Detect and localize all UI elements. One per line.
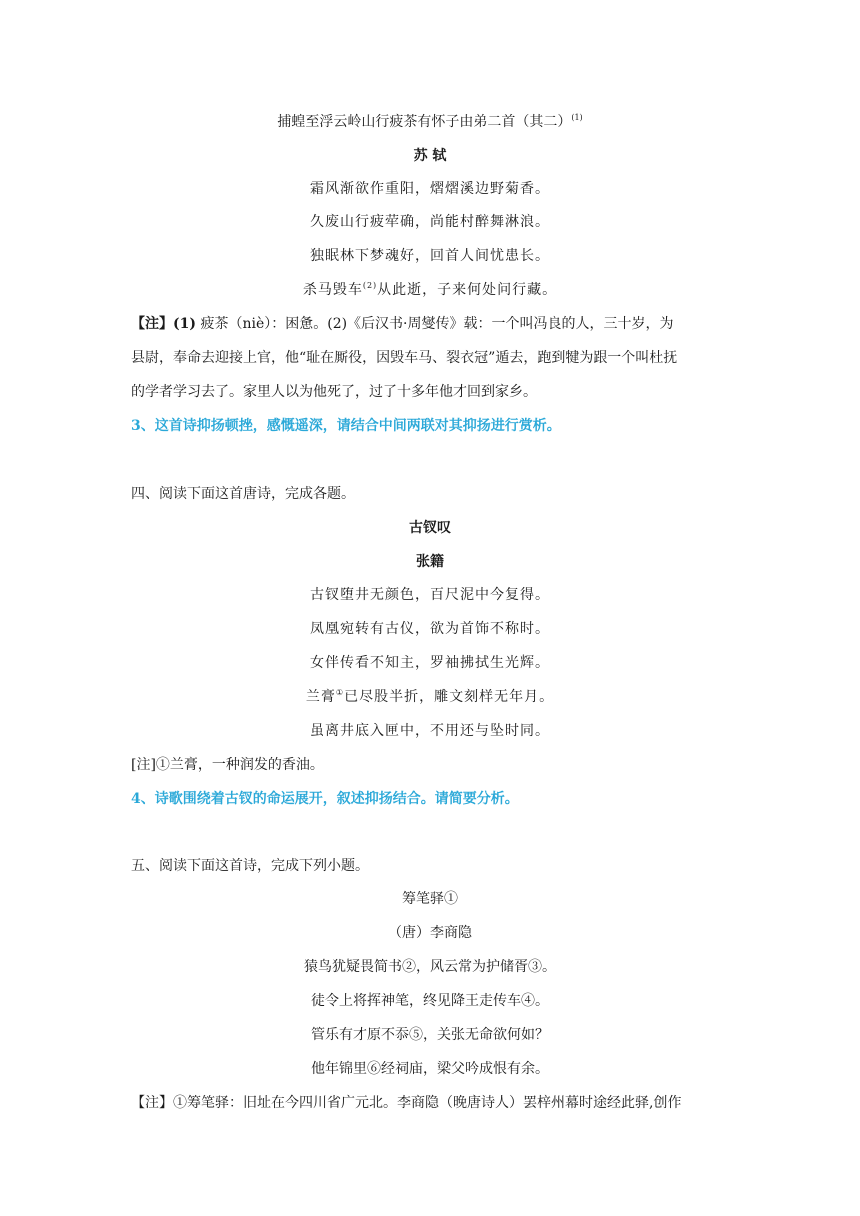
section5-line-2: 徒令上将挥神笔，终见降王走传车④。 [311, 993, 549, 1009]
poem1-line-2: 久废山行疲荦确，尚能村醉舞淋浪。 [310, 214, 550, 230]
poem1-line-4 [0, 280, 860, 300]
poem1-title [0, 112, 860, 132]
poem1-line-1: 霜风渐欲作重阳，熠熠溪边野菊香。 [310, 181, 550, 197]
section4-line-4-footnote: ① [335, 688, 345, 697]
poem1-line-3: 独眠林下梦魂好，回首人间忧患长。 [310, 248, 550, 264]
section5-line-4: 他年锦里⑥经祠庙，梁父吟成恨有余。 [311, 1061, 549, 1077]
poem1-note-line-3: 的学者学习去了。家里人以为他死了，过了十多年他才回到家乡。 [131, 384, 537, 400]
poem1-author: 苏 轼 [413, 148, 447, 164]
poem1-note-prefix: 【注】(1) [131, 316, 196, 332]
section5-line-1: 猿鸟犹疑畏简书②，风云常为护储胥③。 [304, 959, 556, 975]
section4-line-4 [0, 687, 860, 707]
poem1-title-text: 捕蝗至浮云岭山行疲茶有怀子由弟二首（其二） [277, 114, 572, 130]
section4-line-4-part-a: 兰膏 [305, 689, 336, 705]
section4-heading: 四、阅读下面这首唐诗，完成各题。 [131, 486, 355, 502]
poem1-line-4-part-a: 杀马毁车 [302, 282, 363, 298]
poem1-note-text-1: 疲茶（niè）：困惫。(2)《后汉书·周燮传》载：一个叫冯良的人，三十岁，为 [196, 316, 674, 332]
section5-author: （唐）李商隐 [388, 925, 472, 941]
section4-line-3: 女伴传看不知主，罗袖拂拭生光辉。 [310, 655, 550, 671]
section4-line-2: 凤凰宛转有古仪，欲为首饰不称时。 [310, 621, 550, 637]
section5-heading: 五、阅读下面这首诗，完成下列小题。 [131, 858, 369, 874]
question-4: 4、诗歌围绕着古钗的命运展开，叙述抑扬结合。请简要分析。 [131, 791, 519, 807]
poem1-note-line-1 [131, 314, 729, 334]
question-3: 3、这首诗抑扬顿挫，感慨遥深，请结合中间两联对其抑扬进行赏析。 [131, 418, 561, 434]
poem1-line-4-part-b: 从此逝，子来何处问行藏。 [377, 282, 558, 298]
section5-line-3: 管乐有才原不忝⑤，关张无命欲何如？ [311, 1027, 549, 1043]
section4-line-1: 古钗堕井无颜色，百尺泥中今复得。 [310, 587, 550, 603]
poem1-line-4-footnote: (2) [362, 281, 378, 290]
section4-note: [注]①兰膏，一种润发的香油。 [131, 757, 324, 773]
poem1-note-line-2: 县尉，奉命去迎接上官，他“耻在厮役，因毁车马、裂衣冠”遁去，跑到犍为跟一个叫杜抚 [131, 350, 678, 366]
section4-line-5: 虽离井底入匣中，不用还与坠时同。 [310, 723, 550, 739]
section4-line-4-part-b: 已尽股半折，雕文刻样无年月。 [344, 689, 555, 705]
section4-title: 古钗叹 [409, 520, 451, 536]
section5-note: 【注】①筹笔驿：旧址在今四川省广元北。李商隐（晚唐诗人）罢梓州幕时途经此驿,创作 [131, 1095, 682, 1111]
poem1-title-footnote: (1) [571, 113, 583, 122]
section5-title: 筹笔驿① [402, 891, 458, 907]
section4-author: 张籍 [416, 554, 444, 570]
